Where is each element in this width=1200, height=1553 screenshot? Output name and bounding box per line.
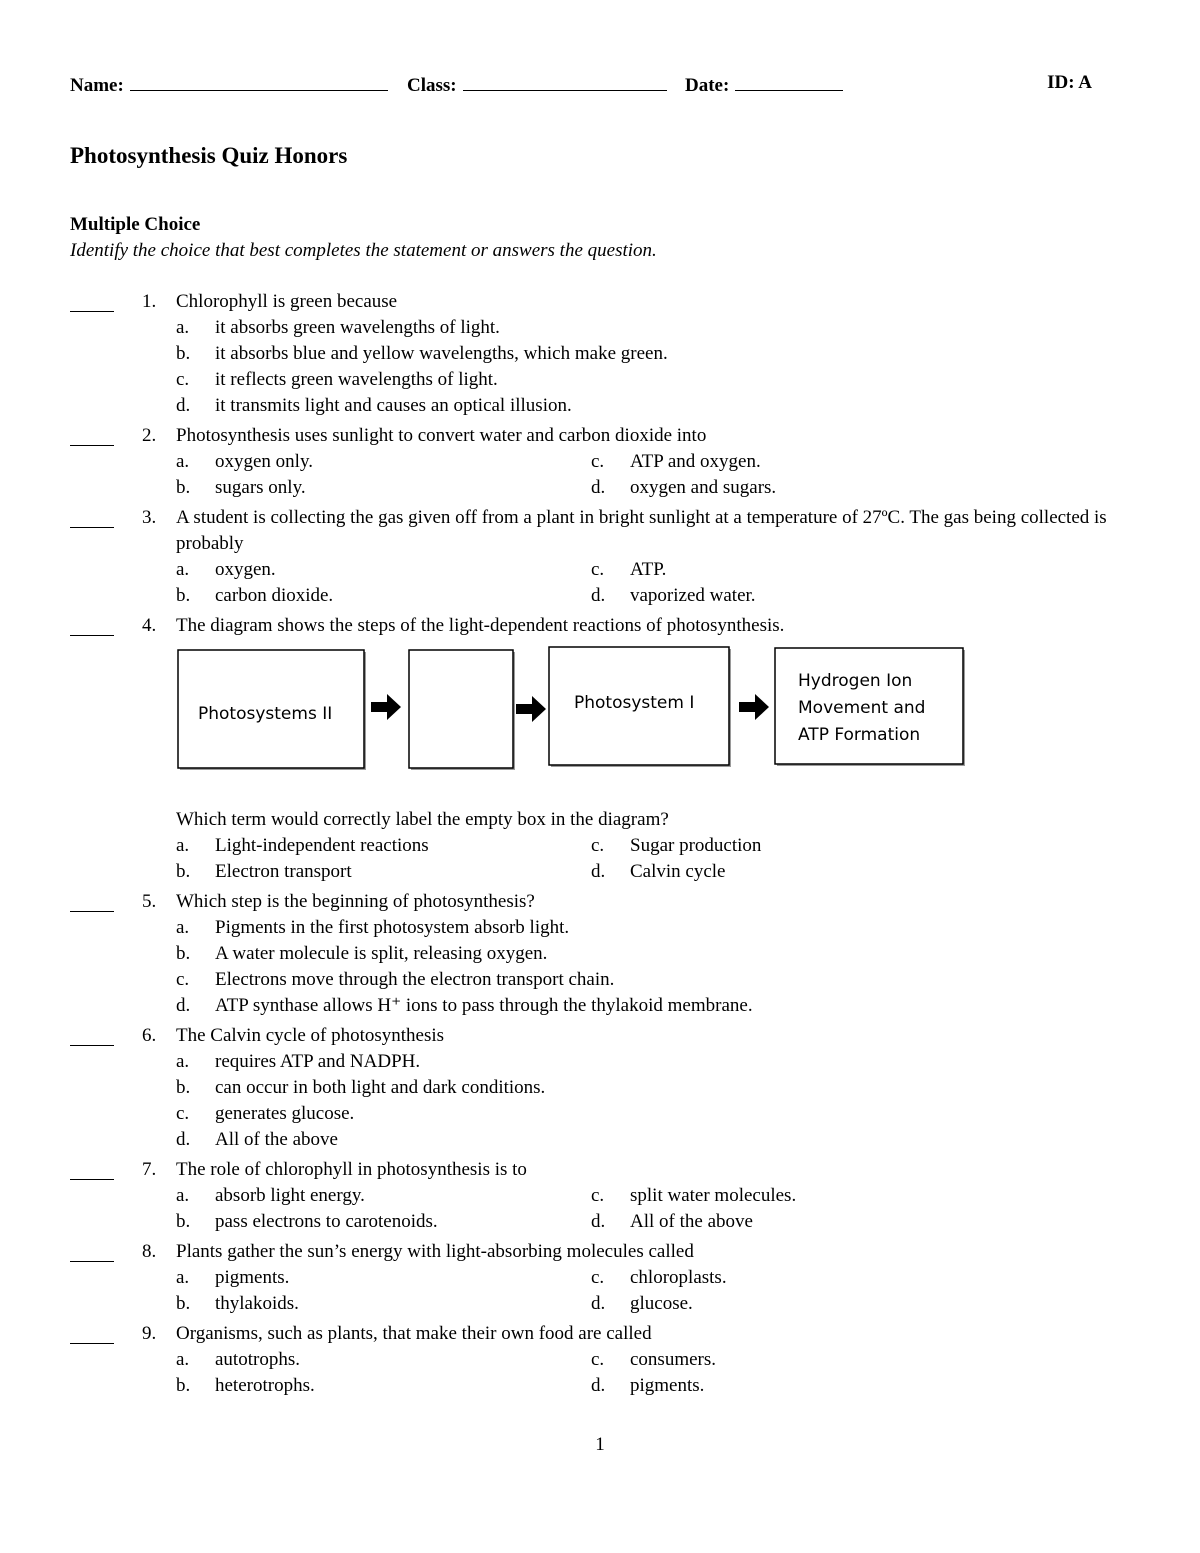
diagram-svg (176, 645, 976, 785)
question-stem: Chlorophyll is green because (176, 291, 398, 312)
choice-letter: d. (591, 1211, 606, 1232)
choice-text: Calvin cycle (630, 861, 726, 882)
choice-text: generates glucose. (215, 1103, 355, 1124)
question-stem: Photosynthesis uses sunlight to convert water and carbon dioxide into (176, 425, 707, 446)
photosystem-i-label: Photosystem I (574, 693, 695, 713)
arrow-right-icon (516, 696, 546, 722)
page-number: 1 (595, 1434, 605, 1455)
question-number: 7. (142, 1159, 157, 1180)
answer-blank[interactable] (70, 1023, 114, 1046)
choice-text: chloroplasts. (630, 1267, 727, 1288)
section-title: Multiple Choice (70, 214, 201, 235)
choice-letter: c. (176, 969, 190, 990)
choice-letter: d. (591, 477, 606, 498)
answer-choice[interactable] (591, 475, 1006, 501)
choice-text: Pigments in the first photosystem absorb light. (215, 917, 570, 938)
question-number: 4. (142, 615, 157, 636)
answer-choice[interactable] (176, 315, 1110, 341)
hydrogen-ion-label-line3: ATP Formation (798, 725, 921, 745)
answer-choice[interactable] (591, 859, 1006, 885)
answer-choice[interactable] (591, 1265, 1006, 1291)
header-row (70, 72, 1092, 98)
date-line[interactable] (735, 72, 843, 91)
choice-letter: c. (176, 1103, 190, 1124)
choice-text: A water molecule is split, releasing oxygen. (215, 943, 548, 964)
choice-text: split water molecules. (630, 1185, 797, 1206)
choice-letter: d. (591, 1375, 606, 1396)
question-number: 6. (142, 1025, 157, 1046)
choice-text: Electrons move through the electron transport chain. (215, 969, 615, 990)
choice-text: oxygen and sugars. (630, 477, 777, 498)
class-line[interactable] (463, 72, 667, 91)
question-stem: The diagram shows the steps of the light-dependent reactions of photosynthesis. (176, 615, 785, 636)
choice-text: requires ATP and NADPH. (215, 1051, 421, 1072)
answer-choice[interactable] (176, 1075, 1110, 1101)
answer-choice[interactable] (591, 1347, 1006, 1373)
empty-box (409, 650, 513, 768)
answer-blank[interactable] (70, 1157, 114, 1180)
question-stem: Plants gather the sun’s energy with light-absorbing molecules called (176, 1241, 694, 1262)
question-2 (70, 423, 1110, 501)
question-stem: Which step is the beginning of photosynthesis? (176, 891, 535, 912)
choice-text: sugars only. (215, 477, 306, 498)
answer-choice[interactable] (176, 449, 591, 475)
choice-letter: a. (176, 917, 190, 938)
answer-choice[interactable] (176, 367, 1110, 393)
answer-choice[interactable] (176, 1183, 591, 1209)
answer-choices (176, 1265, 1110, 1317)
answer-choice[interactable] (176, 859, 591, 885)
answer-blank[interactable] (70, 505, 114, 528)
choice-letter: c. (591, 559, 605, 580)
answer-choice[interactable] (591, 557, 1006, 583)
question-4 (70, 613, 1110, 885)
choice-text: oxygen. (215, 559, 276, 580)
question-number: 3. (142, 507, 157, 528)
answer-choice[interactable] (176, 915, 1110, 941)
choice-text: autotrophs. (215, 1349, 300, 1370)
answer-choice[interactable] (176, 1209, 591, 1235)
choice-letter: d. (591, 585, 606, 606)
choice-text: heterotrophs. (215, 1375, 315, 1396)
choice-letter: a. (176, 1349, 190, 1370)
choice-letter: d. (176, 1129, 191, 1150)
answer-choice[interactable] (176, 557, 591, 583)
answer-choice[interactable] (176, 583, 591, 609)
choice-letter: d. (591, 861, 606, 882)
choice-letter: c. (591, 1185, 605, 1206)
choice-text: All of the above (630, 1211, 753, 1232)
choice-letter: a. (176, 317, 190, 338)
question-stem: The role of chlorophyll in photosynthesis is to (176, 1159, 527, 1180)
choice-letter: d. (591, 1293, 606, 1314)
question-1 (70, 289, 1110, 419)
answer-choices (176, 1049, 1110, 1153)
answer-choice[interactable] (176, 1127, 1110, 1153)
question-number: 5. (142, 891, 157, 912)
photosystem-ii-label: Photosystems II (198, 704, 333, 724)
choice-letter: c. (591, 1267, 605, 1288)
choice-text: ATP synthase allows H⁺ ions to pass through the thylakoid membrane. (215, 995, 753, 1016)
answer-choice[interactable] (176, 941, 1110, 967)
choice-letter: a. (176, 1267, 190, 1288)
choice-letter: a. (176, 559, 190, 580)
answer-choices (176, 1183, 1110, 1235)
question-number: 1. (142, 291, 157, 312)
date-label: Date: (685, 75, 730, 96)
question-number: 8. (142, 1241, 157, 1262)
answer-blank[interactable] (70, 1321, 114, 1344)
answer-choices (176, 1347, 1110, 1399)
choice-letter: b. (176, 585, 191, 606)
hydrogen-ion-label-line1: Hydrogen Ion (798, 671, 913, 691)
choice-letter: a. (176, 1051, 190, 1072)
answer-choices (176, 557, 1110, 609)
choice-text: pigments. (630, 1375, 705, 1396)
arrow-right-icon (371, 694, 401, 720)
answer-blank[interactable] (70, 889, 114, 912)
choice-letter: b. (176, 1211, 191, 1232)
choice-text: All of the above (215, 1129, 338, 1150)
answer-choices (176, 915, 1110, 1019)
question-stem: Organisms, such as plants, that make their own food are called (176, 1323, 652, 1344)
choice-letter: b. (176, 343, 191, 364)
choice-text: it reflects green wavelengths of light. (215, 369, 498, 390)
id-label: ID: A (1047, 72, 1092, 93)
answer-choices (176, 449, 1110, 501)
date-field[interactable] (685, 72, 843, 97)
choice-text: absorb light energy. (215, 1185, 365, 1206)
choice-text: thylakoids. (215, 1293, 299, 1314)
choice-letter: b. (176, 861, 191, 882)
answer-choice[interactable] (176, 475, 591, 501)
choice-letter: c. (591, 835, 605, 856)
answer-choice[interactable] (591, 583, 1006, 609)
answer-choice[interactable] (176, 1265, 591, 1291)
choice-text: it transmits light and causes an optical illusion. (215, 395, 572, 416)
choice-text: Electron transport (215, 861, 352, 882)
name-label: Name: (70, 75, 124, 96)
choice-letter: a. (176, 451, 190, 472)
name-field[interactable] (70, 72, 388, 97)
choice-text: can occur in both light and dark conditions. (215, 1077, 546, 1098)
answer-choice[interactable] (176, 1049, 1110, 1075)
answer-blank[interactable] (70, 1239, 114, 1262)
choice-text: carbon dioxide. (215, 585, 334, 606)
question-number: 9. (142, 1323, 157, 1344)
hydrogen-ion-label-line2: Movement and (798, 698, 926, 718)
answer-choice[interactable] (176, 1291, 591, 1317)
choice-letter: a. (176, 1185, 190, 1206)
choice-text: it absorbs green wavelengths of light. (215, 317, 500, 338)
section-instructions: Identify the choice that best completes the statement or answers the question. (70, 240, 657, 261)
choice-letter: c. (591, 451, 605, 472)
choice-text: pass electrons to carotenoids. (215, 1211, 438, 1232)
choice-text: glucose. (630, 1293, 693, 1314)
choice-text: oxygen only. (215, 451, 313, 472)
answer-choice[interactable] (591, 1183, 1006, 1209)
name-line[interactable] (130, 72, 388, 91)
question-6 (70, 1023, 1110, 1153)
question-list (70, 289, 1110, 1403)
choice-text: Sugar production (630, 835, 762, 856)
answer-blank[interactable] (70, 423, 114, 446)
choice-letter: b. (176, 1077, 191, 1098)
answer-choice[interactable] (176, 1347, 591, 1373)
answer-choice[interactable] (591, 1291, 1006, 1317)
page-title: Photosynthesis Quiz Honors (70, 143, 348, 168)
light-reactions-diagram (176, 645, 976, 785)
answer-choice[interactable] (176, 1373, 591, 1399)
choice-text: Light-independent reactions (215, 835, 429, 856)
answer-blank[interactable] (70, 613, 114, 636)
question-followup: Which term would correctly label the empty box in the diagram? (176, 809, 669, 830)
answer-choice[interactable] (591, 833, 1006, 859)
answer-choice[interactable] (176, 1101, 1110, 1127)
question-stem: The Calvin cycle of photosynthesis (176, 1025, 445, 1046)
choice-text: it absorbs blue and yellow wavelengths, which make green. (215, 343, 668, 364)
choice-text: pigments. (215, 1267, 290, 1288)
class-label: Class: (407, 75, 457, 96)
answer-choice[interactable] (591, 1373, 1006, 1399)
choice-text: ATP and oxygen. (630, 451, 761, 472)
answer-choice[interactable] (591, 1209, 1006, 1235)
choice-letter: b. (176, 477, 191, 498)
answer-choice[interactable] (176, 993, 1110, 1019)
class-field[interactable] (407, 72, 667, 97)
answer-choice[interactable] (176, 967, 1110, 993)
choice-letter: c. (591, 1349, 605, 1370)
answer-choice[interactable] (591, 449, 1006, 475)
choice-letter: b. (176, 943, 191, 964)
choice-text: ATP. (630, 559, 667, 580)
answer-blank[interactable] (70, 289, 114, 312)
question-5 (70, 889, 1110, 1019)
question-stem: A student is collecting the gas given off from a plant in bright sunlight at a temperature of 27ºC. The gas being collected is probably (176, 507, 1107, 554)
answer-choice[interactable] (176, 393, 1110, 419)
question-8 (70, 1239, 1110, 1317)
question-7 (70, 1157, 1110, 1235)
arrow-right-icon (739, 694, 769, 720)
choice-text: vaporized water. (630, 585, 756, 606)
answer-choices (176, 315, 1110, 419)
choice-letter: c. (176, 369, 190, 390)
question-9 (70, 1321, 1110, 1399)
answer-choice[interactable] (176, 833, 591, 859)
question-3 (70, 505, 1110, 609)
answer-choice[interactable] (176, 341, 1110, 367)
choice-letter: a. (176, 835, 190, 856)
choice-letter: b. (176, 1293, 191, 1314)
choice-text: consumers. (630, 1349, 717, 1370)
choice-letter: d. (176, 395, 191, 416)
question-number: 2. (142, 425, 157, 446)
choice-letter: b. (176, 1375, 191, 1396)
choice-letter: d. (176, 995, 191, 1016)
answer-choices (176, 833, 1110, 885)
